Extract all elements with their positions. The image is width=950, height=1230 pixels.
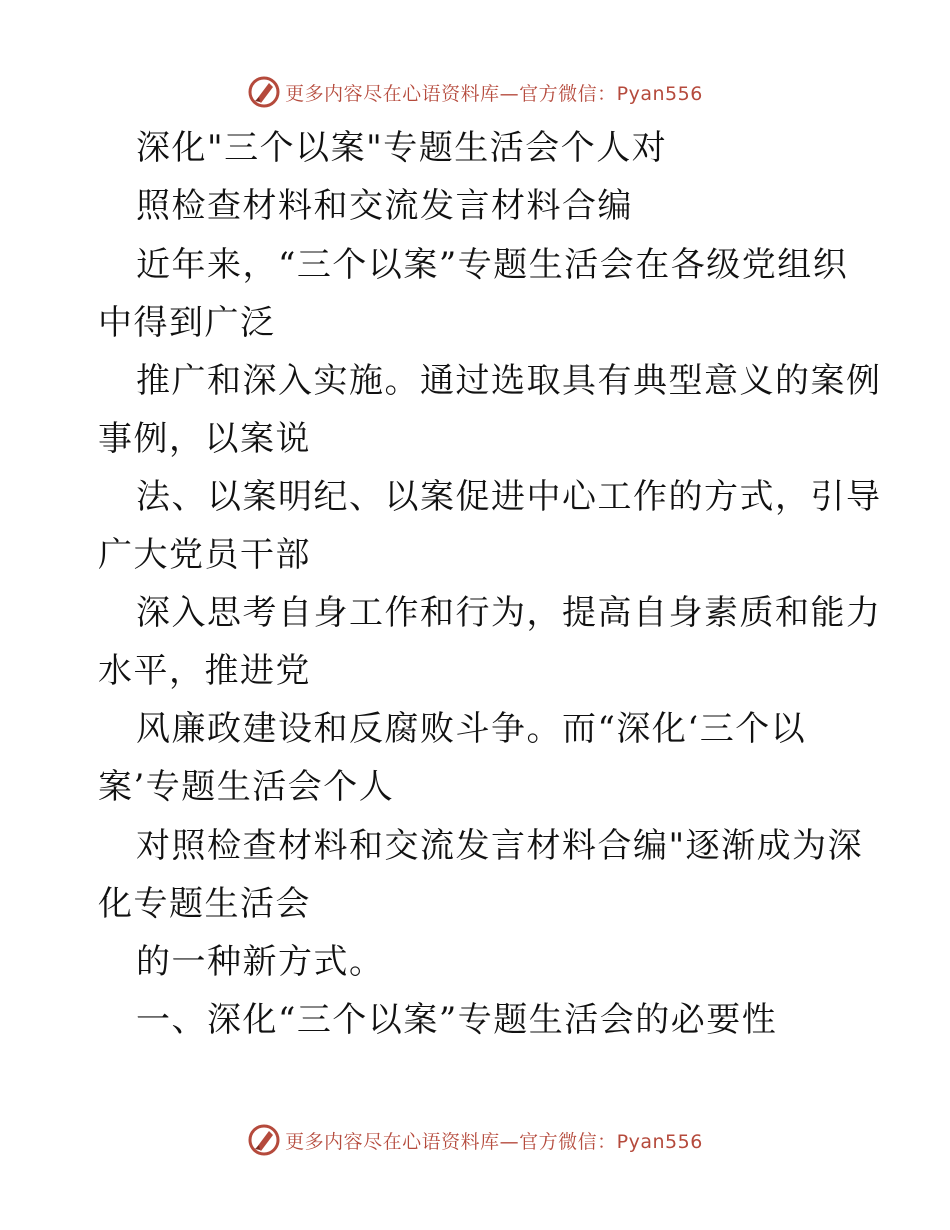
doc-text-line: 案’专题生活会个人 [98, 767, 395, 807]
doc-text-line: 化专题生活会 [98, 884, 311, 924]
doc-section-heading: 一、深化“三个以案”专题生活会的必要性 [136, 1000, 778, 1040]
footer-banner [0, 1120, 950, 1160]
doc-text-line: 法、以案明纪、以案促进中心工作的方式，引导 [136, 477, 882, 517]
doc-text-line: 广大党员干部 [98, 535, 311, 575]
doc-title-line-2: 照检查材料和交流发言材料合编 [136, 186, 633, 226]
footer-banner-text: 更多内容尽在心语资料库—官方微信：Pyan556 [285, 1130, 703, 1153]
doc-text-line: 的一种新方式。 [136, 942, 385, 982]
doc-text-line: 水平，推进党 [98, 651, 311, 691]
doc-text-line: 中得到广泛 [98, 303, 276, 343]
doc-text-line: 近年来，“三个以案”专题生活会在各级党组织 [136, 245, 849, 285]
doc-text-line: 事例，以案说 [98, 419, 311, 459]
doc-text-line: 推广和深入实施。通过选取具有典型意义的案例 [136, 361, 882, 401]
pen-nib-logo-icon [247, 1123, 281, 1157]
doc-title-line-1: 深化"三个以案"专题生活会个人对 [136, 128, 668, 168]
doc-text-line: 深入思考自身工作和行为，提高自身素质和能力 [136, 593, 882, 633]
doc-text-line: 风廉政建设和反腐败斗争。而“深化‘三个以 [136, 709, 807, 749]
header-banner-text: 更多内容尽在心语资料库—官方微信：Pyan556 [285, 82, 703, 105]
doc-text-line: 对照检查材料和交流发言材料合编"逐渐成为深 [136, 826, 864, 866]
